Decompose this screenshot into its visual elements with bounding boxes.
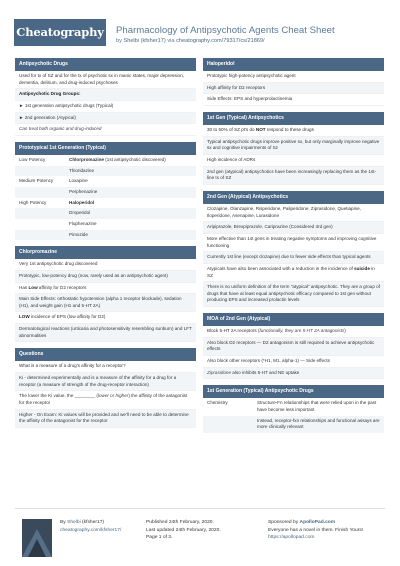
row — [203, 368, 384, 380]
row — [15, 312, 196, 324]
table-value: Structure-Fn relationships that were relied upon in the past have become less important — [257, 400, 377, 413]
drug-name-bold: Haloperidol — [69, 199, 95, 205]
table-row — [15, 166, 196, 177]
row: Dermatological reactions (urticaria and photosensitivity resembling sunburn) and LFT abnormalities — [15, 324, 196, 342]
footer-author — [60, 519, 121, 534]
row: Aripiprazole, Brexpiprazole, Cariprazine (Considered 3rd gen) — [203, 222, 384, 234]
row: Clozapine, Olanzapine, Risperidone, Paliperidone, Ziprasidone, Quetiapine, Iloperidone, Asenapine, Lurasidone — [203, 204, 384, 222]
italic: functionally, they are 5-HT 2A antagonists — [259, 328, 345, 334]
text: By — [60, 520, 68, 525]
avatar-icon — [22, 519, 52, 557]
row: Higher - On Exam: Ki values will be provided and we'll need to be able to determine the affinity of the antagonist for the receptor — [15, 410, 196, 428]
table-key — [19, 221, 69, 228]
section-questions — [15, 348, 196, 428]
row: ► 2nd generation (Atypical) — [15, 113, 196, 125]
row: ► 1st generation antipsychotic drugs (Typical) — [15, 101, 196, 113]
row: Also block other receptors (*H1, M1, alpha-1) — Side effects — [203, 356, 384, 368]
section-title: MOA of 2nd Gen (Atypical) — [203, 313, 384, 326]
footer-author-line — [60, 519, 121, 527]
table-key: Chemistry — [207, 400, 228, 406]
section-prototypical — [15, 142, 196, 240]
emphasis: NOT — [255, 126, 266, 132]
text: Block 5-HT 2A receptors ( — [207, 328, 260, 334]
proto-table — [15, 155, 196, 240]
text: respond to these drugs — [265, 126, 314, 132]
table-row — [15, 208, 196, 219]
row: High affinity for D2 receptors — [203, 83, 384, 95]
updated-date: Last updated 24th February, 2020. — [146, 527, 221, 533]
row: Used for tx of SZ and for the tx of psychotic sx in manic states, major depression, dementia, delirium, and drug-induced psychoses — [15, 71, 196, 89]
section-chlorpromazine — [15, 246, 196, 342]
table-row — [203, 398, 384, 415]
section-title: Prototypical 1st Generation (Typical) — [15, 142, 196, 155]
text: affinity for D2 receptors — [37, 284, 87, 290]
row — [203, 326, 384, 338]
row — [15, 89, 196, 101]
row: Side Effects: EPS and hyperprolactinemia — [203, 94, 384, 106]
italic: Ziprasidone — [207, 369, 232, 375]
row: Main Side Effects: orthostatic hypotension (alpha 1 receptor blockade), sedation (H1), and weight gain (H1 and 5-HT 2A) — [15, 294, 196, 312]
table-key: High Potency — [19, 199, 47, 205]
text: 30 to 50% of SZ pt's do — [207, 126, 256, 132]
section-1st-gen — [203, 112, 384, 185]
emphasis: LOW — [19, 314, 30, 320]
table-value: Instead, receptor-fxn relationships and functional assays are more clinically relevant — [257, 417, 380, 430]
text: (kfsher17) — [80, 520, 105, 525]
footer-dates — [146, 519, 221, 542]
footer — [15, 508, 385, 558]
text: incidence of EPS (low affinity for D2) — [29, 314, 106, 320]
table-key — [19, 189, 69, 196]
text: ) the affinity of the antagonist for the receptor — [19, 393, 188, 406]
text: ) — [344, 328, 346, 334]
table-value — [69, 157, 192, 164]
cheatography-logo[interactable]: Cheatography — [14, 19, 106, 46]
row: Currently 1st line (except clozapine) due to fewer side effects than typical agents — [203, 252, 384, 264]
text: in SZ — [207, 265, 375, 278]
text: Atypicals have also been associated with a reduction in the incidence of — [207, 265, 355, 271]
table-row — [15, 219, 196, 230]
row: There is no uniform definition of the term "atypical" antipsychotic. They are a group of drugs that have at least equal antipsychotic efficacy compared to 1st gen without producing EPS and increased prolactin levels — [203, 282, 384, 307]
left-column — [15, 58, 196, 434]
drug-name: Perphenazine — [69, 188, 98, 194]
table-key — [19, 232, 69, 239]
section-title: 1st Gen (Typical) Antipsychotics — [203, 112, 384, 125]
section-title: 2nd Gen (Atypical) Antipsychotics — [203, 191, 384, 204]
row — [15, 124, 196, 136]
table-row — [15, 155, 196, 166]
text: Has — [19, 284, 29, 290]
row: High incidence of ADRs — [203, 155, 384, 167]
emphasis: Low — [28, 284, 38, 290]
row: Very 1st antipsychotic drug discovered — [15, 259, 196, 271]
drug-name-bold: Chlorpromazine — [69, 156, 104, 162]
footer-author-url[interactable]: cheatography.com/kfsher17/ — [60, 527, 122, 533]
row-italic: Can treat both organic and drug-induced — [19, 126, 102, 132]
published-date: Published 24th February, 2020. — [146, 520, 214, 525]
table-row — [15, 176, 196, 187]
drug-name: Fluphenazine — [69, 220, 97, 226]
table-key: Low Potency — [19, 156, 46, 162]
section-title: Haloperidol — [203, 58, 384, 71]
table-value — [69, 189, 192, 196]
drug-name: Pimozide — [69, 231, 88, 237]
section-antipsychotic-drugs — [15, 58, 196, 136]
section-title: Questions — [15, 348, 196, 361]
row — [203, 125, 384, 137]
table-value — [69, 210, 192, 217]
text: also inhibits 5-HT and NE uptake — [231, 369, 300, 375]
header — [0, 0, 400, 52]
drug-name: Loxapine — [69, 178, 88, 184]
sponsor-link[interactable]: ApolloPad.com — [299, 520, 336, 525]
table-row — [15, 198, 196, 209]
table-row — [203, 416, 384, 433]
sheet-url-link[interactable]: cheatography.com/79317/cs/21869/ — [176, 38, 265, 44]
row: Ki - determined experimentally and is a measure of the affinity for a drug for a receptor (a measure of strength of the drug-receptor interaction) — [15, 373, 196, 391]
table-key: Medium Potency — [19, 178, 54, 184]
section-1st-gen-drugs — [203, 385, 384, 433]
section-title: 1st Generation (Typical) Antipsychotic Drugs — [203, 385, 384, 398]
drug-name: (1st antipsychotic discovered) — [103, 156, 166, 162]
table-row — [15, 230, 196, 241]
section-title: Chlorpromazine — [15, 246, 196, 259]
byline — [116, 37, 265, 45]
row: Prototypic high-potency antipsychotic agent — [203, 71, 384, 83]
row: More effective than 1st gens in treating negative symptoms and improving cognitive functioning — [203, 234, 384, 252]
table-value — [69, 221, 192, 228]
text: The lower the Ki value, the ________ ( — [19, 393, 98, 399]
row: Typical antipsychotic drugs improve positive sx, but only marginally improve negative sx and cognitive impairments of Sz — [203, 137, 384, 155]
page-title: Pharmacology of Antipsychotic Agents Cheat Sheet — [116, 25, 335, 36]
table-value — [69, 200, 192, 207]
sponsor-url[interactable]: https://apollopad.com — [268, 535, 315, 541]
author-avatar — [22, 519, 52, 557]
drug-name: Thioridazine — [69, 167, 95, 173]
table-key — [19, 210, 69, 217]
page-count: Page 1 of 3. — [146, 535, 173, 541]
right-column — [203, 58, 384, 439]
sponsor-tagline: Everyone has a novel in them. Finish Yours! — [268, 527, 364, 533]
table-key — [19, 168, 69, 175]
row — [15, 391, 196, 409]
table-value — [69, 168, 192, 175]
row: 2nd gen (atypical) antipsychotics have been increasingly replacing them as the 1st-line tx of SZ — [203, 167, 384, 185]
section-2nd-gen — [203, 191, 384, 307]
row: Prototypic, low-potency drug (now, rarely used as an antipsychotic agent) — [15, 271, 196, 283]
section-title: Antipsychotic Drugs — [15, 58, 196, 71]
row — [203, 264, 384, 282]
byline-via: via — [167, 38, 175, 44]
drug-name: Droperidol — [69, 210, 91, 216]
row-heading: Antipsychotic Drug Groups: — [19, 91, 81, 97]
row: What is a measure of a drug's affinity for a receptor? — [15, 361, 196, 373]
row — [15, 283, 196, 295]
section-moa — [203, 313, 384, 379]
footer-sponsor — [268, 519, 380, 542]
byline-by: by — [116, 38, 122, 44]
table-value — [69, 178, 192, 185]
footer-author-link[interactable]: Shelbi — [67, 520, 81, 525]
table-row — [15, 187, 196, 198]
row: Also block D2 receptors — D2 antagonism is still required to achieve antipsychotic effects — [203, 338, 384, 356]
author-link[interactable]: Shelbi (kfsher17) — [123, 38, 166, 44]
italic: lower or higher — [97, 393, 129, 399]
text: Sponsored by — [268, 520, 300, 525]
sponsor-line — [268, 519, 380, 527]
table-key — [207, 418, 257, 431]
section-haloperidol — [203, 58, 384, 106]
table-value — [69, 232, 192, 239]
emphasis: suicide — [354, 265, 370, 271]
